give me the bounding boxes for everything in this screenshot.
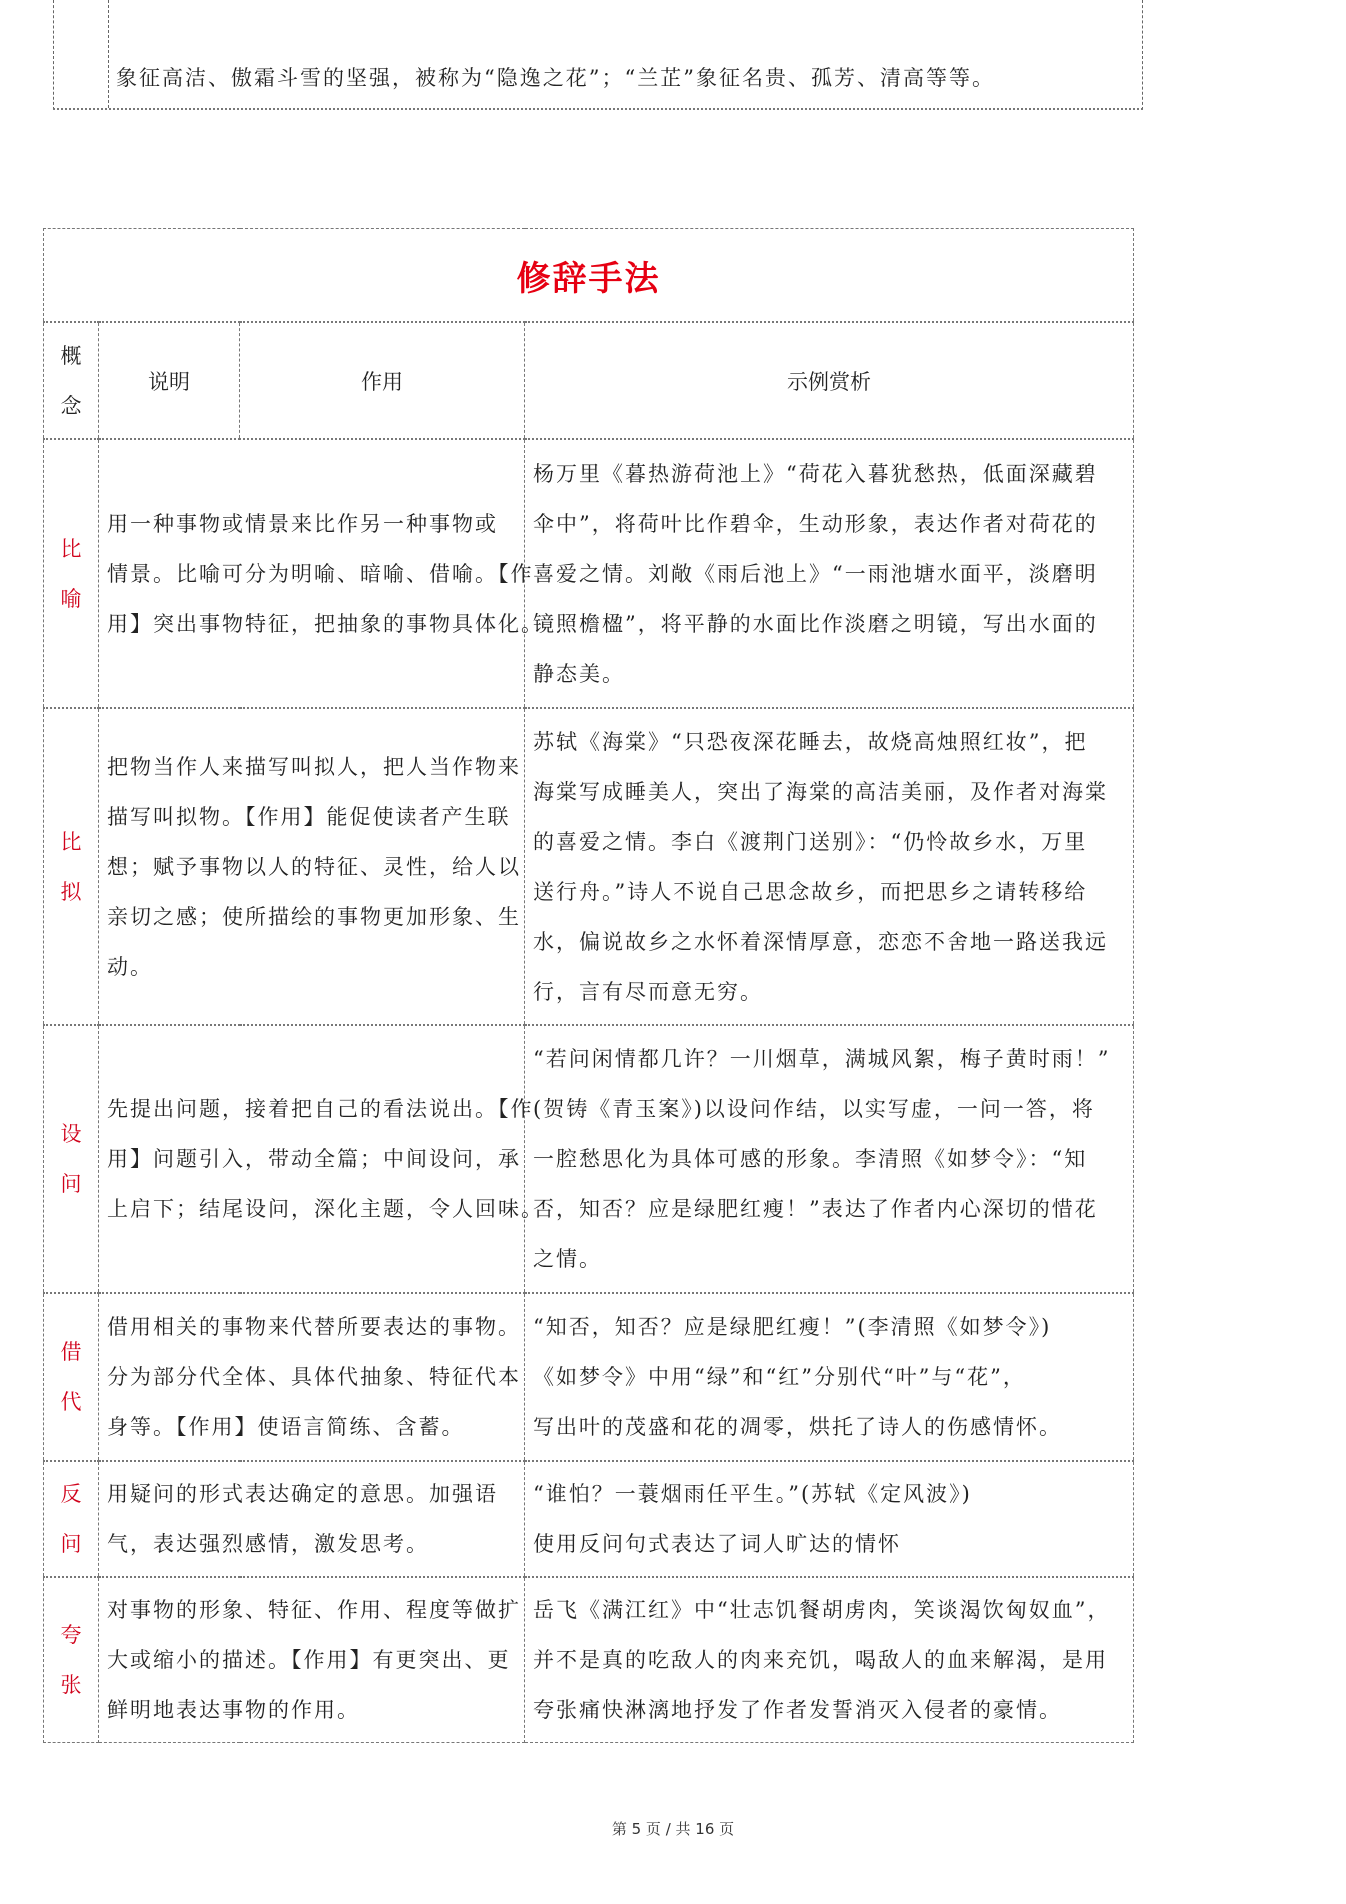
text-line: 苏轼《海棠》“只恐夜深花睡去，故烧高烛照红妆”，把 xyxy=(533,729,1088,754)
concept-char: 夸 xyxy=(60,1622,82,1647)
text-line: 鲜明地表达事物的作用。 xyxy=(107,1697,360,1722)
explanation-cell xyxy=(99,1577,525,1742)
concept-cell xyxy=(44,1461,99,1577)
text-line: 杨万里《暮热游荷池上》“荷花入暮犹愁热，低面深藏碧 xyxy=(533,461,1098,486)
text-line: 动。 xyxy=(107,954,153,979)
text-line: 《如梦令》中用“绿”和“红”分别代“叶”与“花”， xyxy=(533,1365,1026,1389)
explanation-cell xyxy=(99,708,525,1025)
previous-table-row xyxy=(53,0,1143,110)
page-number: 第 5 页 / 共 16 页 xyxy=(611,1820,735,1838)
table-row xyxy=(44,1461,1134,1577)
example-cell xyxy=(525,708,1134,1025)
explanation-cell xyxy=(99,1025,544,1293)
table-row xyxy=(44,1025,1134,1293)
header-concept: 概 念 xyxy=(44,322,99,439)
text-line: 使用反问句式表达了词人旷达的情怀 xyxy=(533,1532,901,1556)
concept-cell xyxy=(44,1577,99,1742)
text-line: 把物当作人来描写叫拟人，把人当作物来 xyxy=(107,754,521,779)
text-line: 用一种事物或情景来比作另一种事物或 xyxy=(107,511,498,536)
example-cell xyxy=(525,439,1134,708)
concept-char: 借 xyxy=(60,1340,82,1364)
concept-char: 喻 xyxy=(60,586,82,611)
text-line: 镜照檐楹”，将平静的水面比作淡磨之明镜，写出水面的 xyxy=(533,611,1098,636)
text-line: 身等。【作用】使语言简练、含蓄。 xyxy=(107,1415,465,1439)
table-row xyxy=(44,708,1134,1025)
text-line: (贺铸《青玉案》)以设问作结，以实写虚，一问一答，将 xyxy=(533,1097,1095,1121)
explanation-cell xyxy=(99,1461,525,1577)
concept-char: 问 xyxy=(60,1172,82,1196)
text-line: 并不是真的吃敌人的肉来充饥，喝敌人的血来解渴，是用 xyxy=(533,1647,1108,1672)
example-cell xyxy=(525,1025,1134,1293)
explanation-cell xyxy=(99,439,544,708)
concept-char: 问 xyxy=(60,1532,82,1556)
text-line: 写出叶的茂盛和花的凋零，烘托了诗人的伤感情怀。 xyxy=(533,1415,1062,1439)
table-title: 修辞手法 xyxy=(44,229,1134,323)
example-cell xyxy=(525,1577,1134,1742)
text-line: “知否，知否？应是绿肥红瘦！”(李清照《如梦令》) xyxy=(533,1315,1052,1339)
concept-cell xyxy=(44,1025,99,1293)
text-line: 用】问题引入，带动全篇；中间设问，承 xyxy=(107,1147,521,1171)
text-line: “谁怕？一蓑烟雨任平生。”(苏轼《定风波》) xyxy=(533,1482,972,1506)
concept-char: 拟 xyxy=(60,879,82,904)
text-line: 情景。比喻可分为明喻、暗喻、借喻。【作 xyxy=(107,561,534,586)
text-line: 之情。 xyxy=(533,1247,602,1271)
text-line: 行，言有尽而意无穷。 xyxy=(533,979,763,1004)
table-row xyxy=(44,1577,1134,1742)
text-line: “若问闲情都几许？一川烟草，满城风絮，梅子黄时雨！” xyxy=(533,1047,1111,1071)
example-cell xyxy=(525,1293,1134,1461)
concept-char: 设 xyxy=(60,1122,82,1146)
column-divider xyxy=(108,0,109,108)
text-line: 伞中”，将荷叶比作碧伞，生动形象，表达作者对荷花的 xyxy=(533,511,1098,536)
concept-char: 反 xyxy=(60,1482,82,1506)
text-line: 水，偏说故乡之水怀着深情厚意，恋恋不舍地一路送我远 xyxy=(533,929,1108,954)
text-line: 对事物的形象、特征、作用、程度等做扩 xyxy=(107,1597,521,1622)
row-text: 象征高洁、傲霜斗雪的坚强，被称为“隐逸之花”；“兰芷”象征名贵、孤芳、清高等等。 xyxy=(116,66,995,90)
text-line: 气，表达强烈感情，激发思考。 xyxy=(107,1532,429,1556)
text-line: 用疑问的形式表达确定的意思。加强语 xyxy=(107,1482,498,1506)
text-line: 的喜爱之情。李白《渡荆门送别》：“仍怜故乡水，万里 xyxy=(533,829,1088,854)
text-line: 先提出问题，接着把自己的看法说出。【作 xyxy=(107,1097,534,1121)
text-line: 用】突出事物特征，把抽象的事物具体化。 xyxy=(107,611,544,636)
header-function: 作用 xyxy=(240,322,525,439)
header-example: 示例赏析 xyxy=(525,322,1134,439)
explanation-cell xyxy=(99,1293,525,1461)
concept-char: 张 xyxy=(60,1672,82,1697)
rhetoric-table xyxy=(43,228,1134,1743)
concept-cell xyxy=(44,439,99,708)
text-line: 描写叫拟物。【作用】能促使读者产生联 xyxy=(107,804,511,829)
text-line: 海棠写成睡美人，突出了海棠的高洁美丽，及作者对海棠 xyxy=(533,779,1108,804)
text-line: 上启下；结尾设问，深化主题，令人回味。 xyxy=(107,1197,544,1221)
concept-char: 代 xyxy=(60,1390,82,1414)
concept-char: 比 xyxy=(60,829,82,854)
text-line: 一腔愁思化为具体可感的形象。李清照《如梦令》：“知 xyxy=(533,1147,1088,1171)
text-line: 大或缩小的描述。【作用】有更突出、更 xyxy=(107,1647,511,1672)
text-line: 静态美。 xyxy=(533,661,625,686)
text-line: 亲切之感；使所描绘的事物更加形象、生 xyxy=(107,904,521,929)
text-line: 借用相关的事物来代替所要表达的事物。 xyxy=(107,1315,521,1339)
text-line: 送行舟。”诗人不说自己思念故乡，而把思乡之请转移给 xyxy=(533,879,1088,904)
concept-char: 比 xyxy=(60,536,82,561)
example-cell xyxy=(525,1461,1134,1577)
header-row xyxy=(44,322,1134,439)
concept-cell xyxy=(44,1293,99,1461)
text-line: 想；赋予事物以人的特征、灵性，给人以 xyxy=(107,854,521,879)
concept-cell xyxy=(44,708,99,1025)
text-line: 岳飞《满江红》中“壮志饥餐胡虏肉，笑谈渴饮匈奴血”， xyxy=(533,1597,1111,1622)
text-line: 否，知否？应是绿肥红瘦！”表达了作者内心深切的惜花 xyxy=(533,1197,1098,1221)
table-row xyxy=(44,439,1134,708)
text-line: 分为部分代全体、具体代抽象、特征代本 xyxy=(107,1365,521,1389)
table-row xyxy=(44,1293,1134,1461)
header-explanation: 说明 xyxy=(99,322,240,439)
text-line: 喜爱之情。刘敞《雨后池上》“一雨池塘水面平，淡磨明 xyxy=(533,561,1098,586)
text-line: 夸张痛快淋漓地抒发了作者发誓消灭入侵者的豪情。 xyxy=(533,1697,1062,1722)
